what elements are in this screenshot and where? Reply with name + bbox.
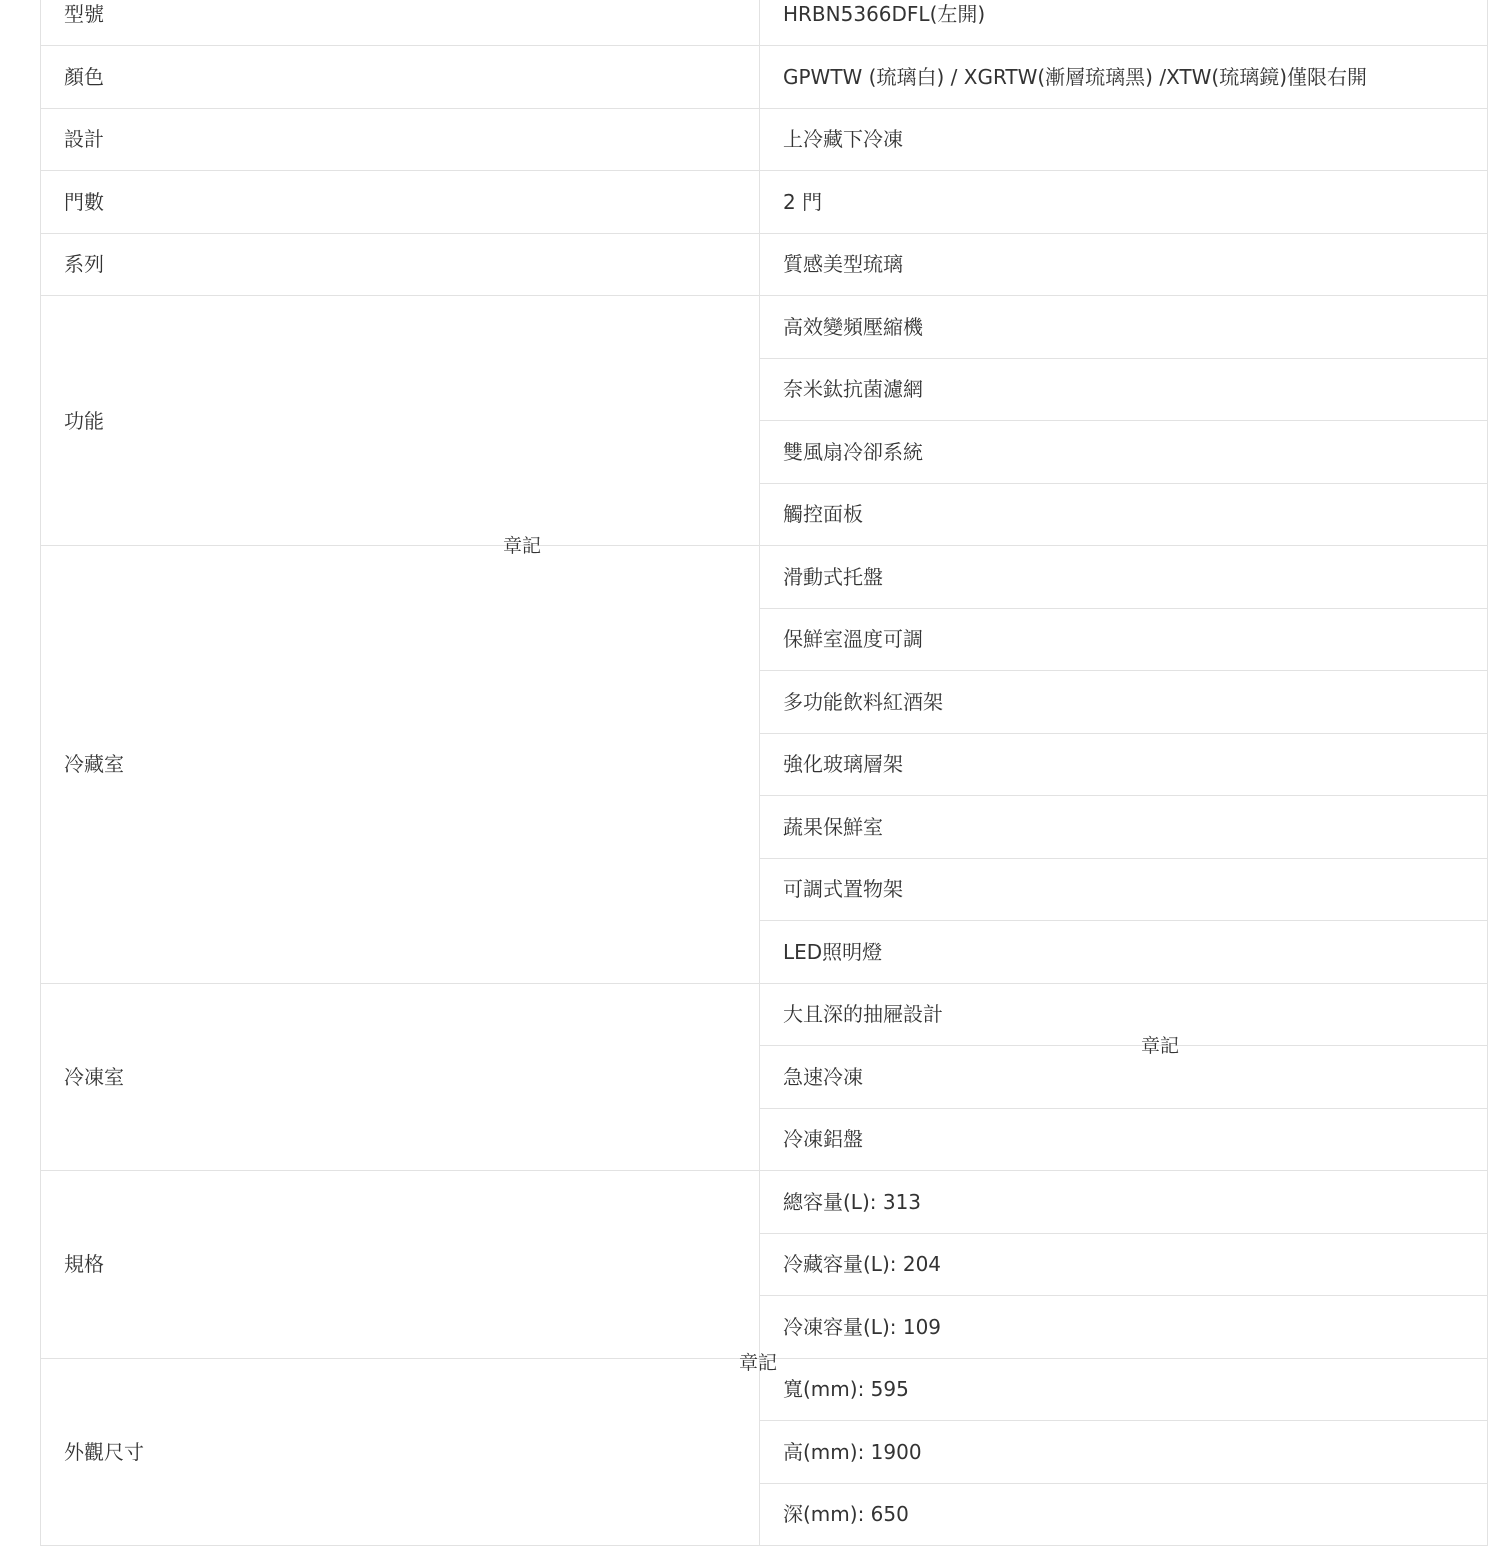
spec-value: 可調式置物架 xyxy=(760,858,1488,921)
spec-value: 雙風扇冷卻系統 xyxy=(760,421,1488,484)
spec-value: 高(mm): 1900 xyxy=(760,1421,1488,1484)
spec-value: 多功能飲料紅酒架 xyxy=(760,671,1488,734)
table-row xyxy=(41,233,1488,296)
stamp-text: 章記 xyxy=(739,1352,778,1374)
table-row xyxy=(41,0,1488,46)
table-row xyxy=(41,1171,1488,1234)
spec-label: 功能 xyxy=(41,296,760,546)
spec-value: 質感美型琉璃 xyxy=(760,233,1488,296)
table-row xyxy=(41,546,1488,609)
table-row xyxy=(41,296,1488,359)
spec-value: 大且深的抽屜設計 xyxy=(760,983,1488,1046)
spec-value: 滑動式托盤 xyxy=(760,546,1488,609)
table-row xyxy=(41,983,1488,1046)
spec-label: 系列 xyxy=(41,233,760,296)
spec-label: 門數 xyxy=(41,171,760,234)
spec-label: 顏色 xyxy=(41,46,760,109)
spec-table xyxy=(40,0,1488,1546)
spec-value: GPWTW (琉璃白) / XGRTW(漸層琉璃黑) /XTW(琉璃鏡)僅限右開 xyxy=(760,46,1488,109)
spec-value: HRBN5366DFL(左開) xyxy=(760,0,1488,46)
spec-value: 蔬果保鮮室 xyxy=(760,796,1488,859)
spec-label: 冷藏室 xyxy=(41,546,760,984)
table-row xyxy=(41,46,1488,109)
spec-label: 外觀尺寸 xyxy=(41,1358,760,1546)
spec-label: 設計 xyxy=(41,108,760,171)
spec-value: 急速冷凍 xyxy=(760,1046,1488,1109)
spec-label: 型號 xyxy=(41,0,760,46)
stamp-text: 章記 xyxy=(503,535,542,557)
spec-value: 保鮮室溫度可調 xyxy=(760,608,1488,671)
stamp-text: 章記 xyxy=(1141,1035,1180,1057)
spec-value: 總容量(L): 313 xyxy=(760,1171,1488,1234)
spec-value: 強化玻璃層架 xyxy=(760,733,1488,796)
table-row xyxy=(41,171,1488,234)
spec-value: 寬(mm): 595 xyxy=(760,1358,1488,1421)
spec-table-body xyxy=(41,0,1488,1546)
spec-value: 觸控面板 xyxy=(760,483,1488,546)
spec-value: LED照明燈 xyxy=(760,921,1488,984)
spec-value: 上冷藏下冷凍 xyxy=(760,108,1488,171)
spec-value: 2 門 xyxy=(760,171,1488,234)
spec-label: 規格 xyxy=(41,1171,760,1359)
spec-value: 深(mm): 650 xyxy=(760,1483,1488,1546)
spec-value: 奈米鈦抗菌濾網 xyxy=(760,358,1488,421)
spec-value: 冷藏容量(L): 204 xyxy=(760,1233,1488,1296)
spec-value: 冷凍容量(L): 109 xyxy=(760,1296,1488,1359)
spec-value: 高效變頻壓縮機 xyxy=(760,296,1488,359)
spec-value: 冷凍鋁盤 xyxy=(760,1108,1488,1171)
table-row xyxy=(41,108,1488,171)
spec-label: 冷凍室 xyxy=(41,983,760,1171)
